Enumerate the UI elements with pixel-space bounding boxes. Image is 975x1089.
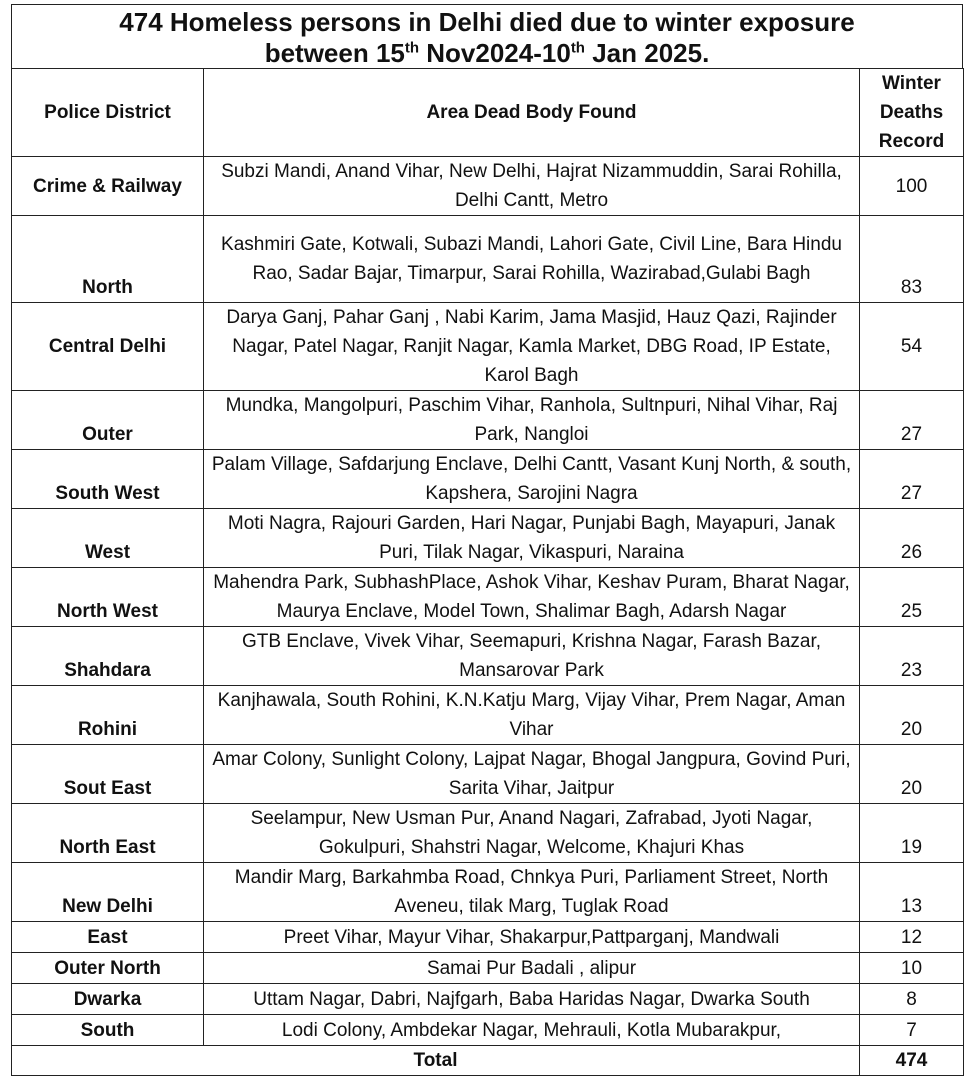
area-cell: Darya Ganj, Pahar Ganj , Nabi Karim, Jama Masjid, Hauz Qazi, Rajinder Nagar, Patel Nagar, Ranjit Nagar, Kamla Market, DBG Road, IP Estate, Karol Bagh bbox=[204, 303, 860, 391]
deaths-cell: 25 bbox=[860, 568, 964, 627]
table-row bbox=[12, 953, 964, 984]
deaths-cell: 83 bbox=[860, 216, 964, 303]
district-cell: South bbox=[12, 1015, 204, 1046]
district-cell: Dwarka bbox=[12, 984, 204, 1015]
table-row bbox=[12, 922, 964, 953]
page-title bbox=[11, 4, 963, 68]
district-cell: Crime & Railway bbox=[12, 157, 204, 216]
district-cell: Outer North bbox=[12, 953, 204, 984]
report-sheet bbox=[11, 4, 963, 1076]
area-cell: Mundka, Mangolpuri, Paschim Vihar, Ranhola, Sultnpuri, Nihal Vihar, Raj Park, Nangloi bbox=[204, 391, 860, 450]
area-cell: Lodi Colony, Ambdekar Nagar, Mehrauli, Kotla Mubarakpur, bbox=[204, 1015, 860, 1046]
table-row bbox=[12, 1015, 964, 1046]
total-label: Total bbox=[12, 1046, 860, 1076]
district-cell: North East bbox=[12, 804, 204, 863]
table-row bbox=[12, 450, 964, 509]
area-cell: Mandir Marg, Barkahmba Road, Chnkya Puri, Parliament Street, North Aveneu, tilak Marg, Tuglak Road bbox=[204, 863, 860, 922]
table-row bbox=[12, 568, 964, 627]
area-cell: Palam Village, Safdarjung Enclave, Delhi Cantt, Vasant Kunj North, & south, Kapshera, Sarojini Nagra bbox=[204, 450, 860, 509]
district-cell: Sout East bbox=[12, 745, 204, 804]
district-cell: North bbox=[12, 216, 204, 303]
table-row bbox=[12, 627, 964, 686]
header-area: Area Dead Body Found bbox=[204, 69, 860, 157]
total-value: 474 bbox=[860, 1046, 964, 1076]
district-cell: Shahdara bbox=[12, 627, 204, 686]
district-cell: Outer bbox=[12, 391, 204, 450]
table-row bbox=[12, 303, 964, 391]
title-line-2: between 15th Nov2024-10th Jan 2025. bbox=[264, 38, 710, 68]
header-police-district: Police District bbox=[12, 69, 204, 157]
deaths-cell: 54 bbox=[860, 303, 964, 391]
table-row bbox=[12, 216, 964, 303]
deaths-cell: 27 bbox=[860, 391, 964, 450]
table-body bbox=[12, 157, 964, 1046]
deaths-cell: 12 bbox=[860, 922, 964, 953]
area-cell: Moti Nagra, Rajouri Garden, Hari Nagar, Punjabi Bagh, Mayapuri, Janak Puri, Tilak Nagar, Vikaspuri, Naraina bbox=[204, 509, 860, 568]
table-row bbox=[12, 157, 964, 216]
district-cell: East bbox=[12, 922, 204, 953]
deaths-cell: 7 bbox=[860, 1015, 964, 1046]
table-header-row bbox=[12, 69, 964, 157]
deaths-cell: 27 bbox=[860, 450, 964, 509]
deaths-table bbox=[11, 68, 964, 1076]
area-cell: Subzi Mandi, Anand Vihar, New Delhi, Hajrat Nizammuddin, Sarai Rohilla, Delhi Cantt, Metro bbox=[204, 157, 860, 216]
area-cell: Samai Pur Badali , alipur bbox=[204, 953, 860, 984]
deaths-cell: 100 bbox=[860, 157, 964, 216]
title-line-1: 474 Homeless persons in Delhi died due to winter exposure bbox=[119, 7, 855, 37]
area-cell: Preet Vihar, Mayur Vihar, Shakarpur,Pattparganj, Mandwali bbox=[204, 922, 860, 953]
district-cell: South West bbox=[12, 450, 204, 509]
area-cell: Mahendra Park, SubhashPlace, Ashok Vihar, Keshav Puram, Bharat Nagar, Maurya Enclave, Model Town, Shalimar Bagh, Adarsh Nagar bbox=[204, 568, 860, 627]
district-cell: Rohini bbox=[12, 686, 204, 745]
table-row bbox=[12, 863, 964, 922]
deaths-cell: 20 bbox=[860, 686, 964, 745]
deaths-cell: 13 bbox=[860, 863, 964, 922]
deaths-cell: 26 bbox=[860, 509, 964, 568]
area-cell: GTB Enclave, Vivek Vihar, Seemapuri, Krishna Nagar, Farash Bazar, Mansarovar Park bbox=[204, 627, 860, 686]
header-deaths: Winter Deaths Record bbox=[860, 69, 964, 157]
table-row bbox=[12, 509, 964, 568]
table-row bbox=[12, 984, 964, 1015]
table-row bbox=[12, 804, 964, 863]
area-cell: Seelampur, New Usman Pur, Anand Nagari, Zafrabad, Jyoti Nagar, Gokulpuri, Shahstri Nagar, Welcome, Khajuri Khas bbox=[204, 804, 860, 863]
deaths-cell: 10 bbox=[860, 953, 964, 984]
deaths-cell: 19 bbox=[860, 804, 964, 863]
area-cell: Uttam Nagar, Dabri, Najfgarh, Baba Haridas Nagar, Dwarka South bbox=[204, 984, 860, 1015]
total-row bbox=[12, 1046, 964, 1076]
district-cell: West bbox=[12, 509, 204, 568]
table-row bbox=[12, 745, 964, 804]
table-row bbox=[12, 686, 964, 745]
area-cell: Amar Colony, Sunlight Colony, Lajpat Nagar, Bhogal Jangpura, Govind Puri, Sarita Vihar, Jaitpur bbox=[204, 745, 860, 804]
deaths-cell: 8 bbox=[860, 984, 964, 1015]
area-cell: Kashmiri Gate, Kotwali, Subazi Mandi, Lahori Gate, Civil Line, Bara Hindu Rao, Sadar Bajar, Timarpur, Sarai Rohilla, Wazirabad,Gulabi Bagh bbox=[204, 216, 860, 303]
deaths-cell: 23 bbox=[860, 627, 964, 686]
deaths-cell: 20 bbox=[860, 745, 964, 804]
district-cell: New Delhi bbox=[12, 863, 204, 922]
district-cell: North West bbox=[12, 568, 204, 627]
area-cell: Kanjhawala, South Rohini, K.N.Katju Marg, Vijay Vihar, Prem Nagar, Aman Vihar bbox=[204, 686, 860, 745]
district-cell: Central Delhi bbox=[12, 303, 204, 391]
table-row bbox=[12, 391, 964, 450]
